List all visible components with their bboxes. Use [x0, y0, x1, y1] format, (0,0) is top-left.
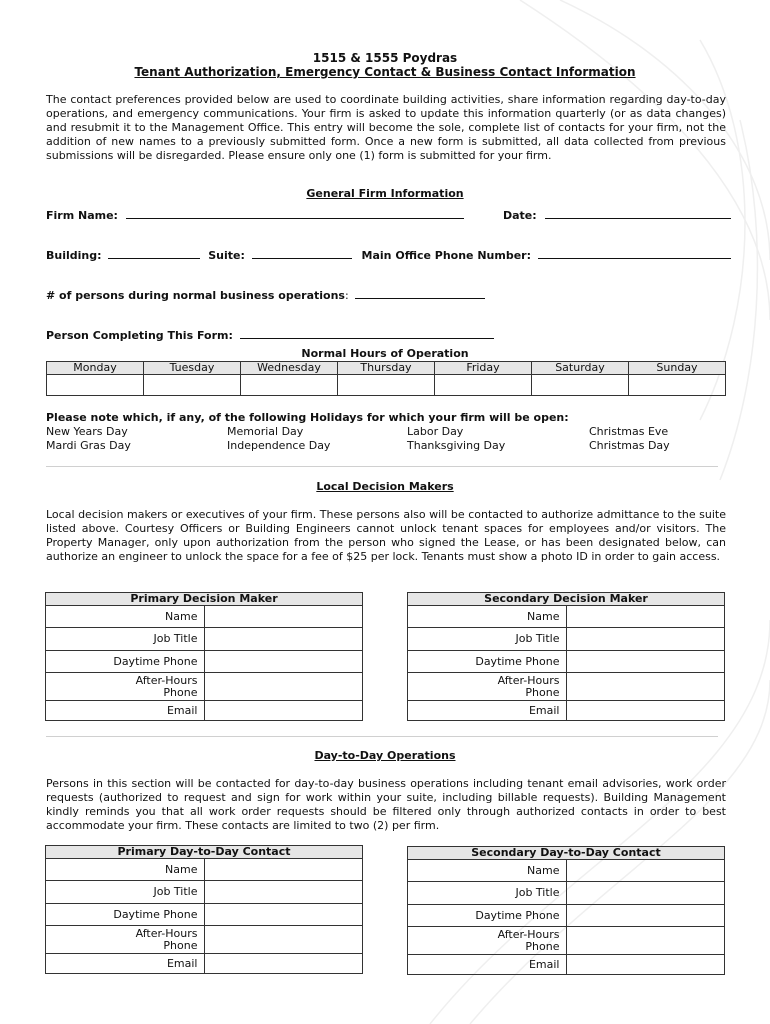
day-to-day-paragraph: Persons in this section will be contacted for day-to-day business operations including tenant email advisories, work order requests (authorized to request and sign for work within your suite, including billable requests). Building Management kindly reminds you that all work order requests should be filtered only through authorized contacts in order to best accommodate your firm. These contacts are limited to two (2) per firm.	[46, 777, 726, 832]
building-row	[46, 247, 731, 262]
after-hours-line-1: After-Hours	[135, 673, 198, 687]
field-label-after-hours-phone	[46, 673, 205, 701]
date-field[interactable]	[545, 207, 731, 219]
field-label-job-title: Job Title	[46, 881, 205, 904]
after-hours-line-2: Phone	[525, 685, 560, 699]
hours-tuesday-cell[interactable]	[144, 375, 241, 396]
field-label-job-title: Job Title	[408, 628, 567, 651]
secondary-dtd-after-hours-field[interactable]	[566, 927, 725, 955]
day-saturday: Saturday	[532, 362, 629, 375]
primary-dm-daytime-phone-field[interactable]	[204, 651, 363, 673]
field-label-email: Email	[408, 701, 567, 721]
secondary-dtd-daytime-phone-field[interactable]	[566, 905, 725, 927]
holiday-christmas-eve: Christmas Eve	[589, 425, 669, 438]
hours-friday-cell[interactable]	[435, 375, 532, 396]
primary-dtd-after-hours-field[interactable]	[204, 926, 363, 954]
holidays-note: Please note which, if any, of the following Holidays for which your firm will be open:	[46, 411, 569, 424]
general-firm-heading: General Firm Information	[306, 187, 464, 200]
building-label: Building:	[46, 249, 102, 262]
secondary-dm-after-hours-field[interactable]	[566, 673, 725, 701]
after-hours-line-1: After-Hours	[497, 927, 560, 941]
persons-row	[46, 287, 485, 302]
secondary-day-to-day-table	[407, 846, 725, 975]
holiday-memorial: Memorial Day	[227, 425, 304, 438]
primary-day-to-day-table	[45, 845, 363, 974]
section-divider	[46, 466, 718, 467]
date-label: Date:	[503, 209, 537, 222]
hours-monday-cell[interactable]	[47, 375, 144, 396]
completing-label: Person Completing This Form:	[46, 329, 233, 342]
hours-header-row	[47, 362, 726, 375]
primary-day-to-day-title: Primary Day-to-Day Contact	[46, 846, 363, 859]
secondary-day-to-day-title: Secondary Day-to-Day Contact	[408, 847, 725, 860]
hours-wednesday-cell[interactable]	[241, 375, 338, 396]
field-label-job-title: Job Title	[408, 882, 567, 905]
primary-dm-name-field[interactable]	[204, 606, 363, 628]
day-monday: Monday	[47, 362, 144, 375]
suite-field[interactable]	[252, 247, 352, 259]
building-address: 1515 & 1555 Poydras	[312, 51, 458, 65]
secondary-dm-daytime-phone-field[interactable]	[566, 651, 725, 673]
field-label-name: Name	[408, 606, 567, 628]
local-decision-paragraph: Local decision makers or executives of your firm. These persons also will be contacted to authorize admittance to the suite listed above. Courtesy Officers or Building Engineers cannot unlock tenant spaces for employees and/or visitors. The Property Manager, only upon authorization from the person who signed the Lease, or has been designated below, can authorize an engineer to unlock the space for a fee of $25 per lock. Tenants must show a photo ID in order to gain access.	[46, 508, 726, 563]
primary-dtd-daytime-phone-field[interactable]	[204, 904, 363, 926]
day-friday: Friday	[435, 362, 532, 375]
holiday-independence: Independence Day	[227, 439, 331, 452]
suite-label: Suite:	[208, 249, 245, 262]
main-phone-field[interactable]	[538, 247, 731, 259]
field-label-name: Name	[46, 606, 205, 628]
holiday-labor: Labor Day	[407, 425, 464, 438]
completing-field[interactable]	[240, 327, 494, 339]
field-label-name: Name	[46, 859, 205, 881]
primary-dm-email-field[interactable]	[204, 701, 363, 721]
field-label-email: Email	[46, 954, 205, 974]
intro-paragraph: The contact preferences provided below are used to coordinate building activities, share information regarding day-to-day operations, and emergency communications. Your firm is asked to update this information quarterly (or as data changes) and resubmit it to the Management Office. This entry will become the sole, complete list of contacts for your firm, not the addition of new names to a previously submitted form. Once a new form is submitted, all data collected from previous submissions will be disregarded. Please ensure only one (1) form is submitted for your firm.	[46, 93, 726, 162]
hours-sunday-cell[interactable]	[629, 375, 726, 396]
form-title: Tenant Authorization, Emergency Contact & Business Contact Information	[134, 65, 636, 79]
secondary-dtd-name-field[interactable]	[566, 860, 725, 882]
field-label-email: Email	[46, 701, 205, 721]
primary-decision-maker-title: Primary Decision Maker	[46, 593, 363, 606]
after-hours-line-2: Phone	[163, 685, 198, 699]
secondary-decision-maker-title: Secondary Decision Maker	[408, 593, 725, 606]
secondary-dtd-job-title-field[interactable]	[566, 882, 725, 905]
field-label-job-title: Job Title	[46, 628, 205, 651]
after-hours-line-2: Phone	[525, 939, 560, 953]
secondary-decision-maker-table	[407, 592, 725, 721]
field-label-after-hours-phone	[408, 673, 567, 701]
section-divider	[46, 736, 718, 737]
field-label-after-hours-phone	[46, 926, 205, 954]
main-phone-label: Main Office Phone Number:	[361, 249, 532, 262]
day-sunday: Sunday	[629, 362, 726, 375]
holiday-thanksgiving: Thanksgiving Day	[407, 439, 506, 452]
field-label-name: Name	[408, 860, 567, 882]
after-hours-line-1: After-Hours	[135, 926, 198, 940]
field-label-email: Email	[408, 955, 567, 975]
field-label-daytime-phone: Daytime Phone	[408, 651, 567, 673]
hours-entry-row	[47, 375, 726, 396]
hours-thursday-cell[interactable]	[338, 375, 435, 396]
hours-heading: Normal Hours of Operation	[301, 347, 469, 360]
secondary-dm-name-field[interactable]	[566, 606, 725, 628]
primary-dm-after-hours-field[interactable]	[204, 673, 363, 701]
field-label-after-hours-phone	[408, 927, 567, 955]
day-thursday: Thursday	[338, 362, 435, 375]
hours-saturday-cell[interactable]	[532, 375, 629, 396]
field-label-daytime-phone: Daytime Phone	[46, 651, 205, 673]
after-hours-line-2: Phone	[163, 938, 198, 952]
secondary-dm-email-field[interactable]	[566, 701, 725, 721]
persons-field[interactable]	[355, 287, 485, 299]
holiday-new-years: New Years Day	[46, 425, 128, 438]
persons-label: # of persons during normal business operations	[46, 289, 345, 302]
primary-dtd-name-field[interactable]	[204, 859, 363, 881]
day-to-day-heading: Day-to-Day Operations	[314, 749, 456, 762]
field-label-daytime-phone: Daytime Phone	[46, 904, 205, 926]
building-field[interactable]	[108, 247, 200, 259]
secondary-dm-job-title-field[interactable]	[566, 628, 725, 651]
day-tuesday: Tuesday	[144, 362, 241, 375]
primary-dm-job-title-field[interactable]	[204, 628, 363, 651]
primary-dtd-job-title-field[interactable]	[204, 881, 363, 904]
primary-decision-maker-table	[45, 592, 363, 721]
firm-name-label: Firm Name:	[46, 209, 118, 222]
holiday-mardi-gras: Mardi Gras Day	[46, 439, 131, 452]
field-label-daytime-phone: Daytime Phone	[408, 905, 567, 927]
firm-name-field[interactable]	[126, 207, 464, 219]
day-wednesday: Wednesday	[241, 362, 338, 375]
primary-dtd-email-field[interactable]	[204, 954, 363, 974]
completing-row	[46, 327, 494, 342]
firm-name-row	[46, 207, 464, 222]
hours-table	[46, 361, 726, 396]
holiday-christmas-day: Christmas Day	[589, 439, 670, 452]
persons-colon: :	[344, 289, 349, 302]
after-hours-line-1: After-Hours	[497, 673, 560, 687]
date-row	[503, 207, 731, 222]
secondary-dtd-email-field[interactable]	[566, 955, 725, 975]
local-decision-heading: Local Decision Makers	[316, 480, 454, 493]
